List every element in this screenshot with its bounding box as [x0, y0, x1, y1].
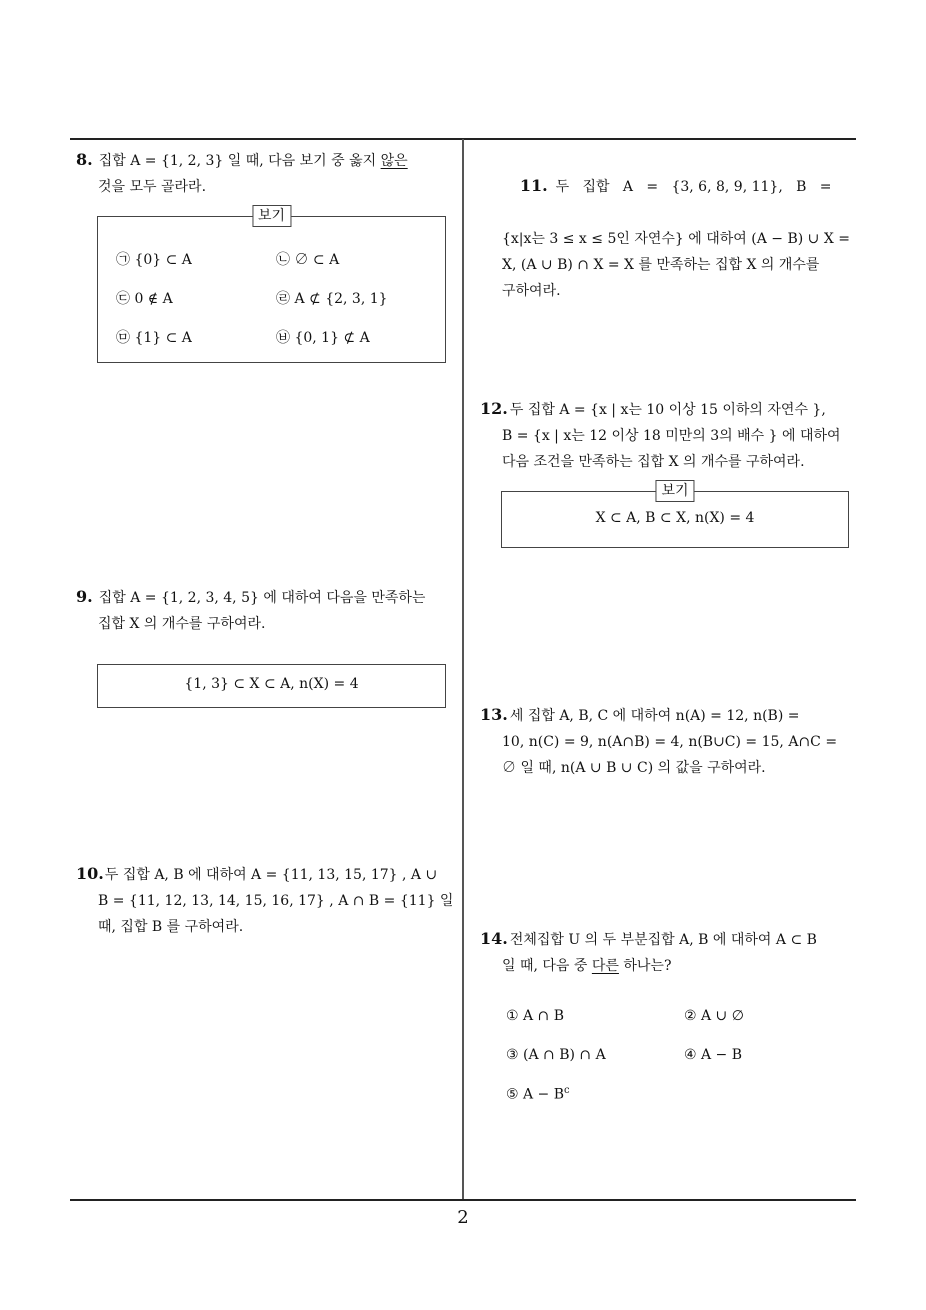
choice-1: ① A ∩ B — [506, 1008, 565, 1024]
choice-3: ③ (A ∩ B) ∩ A — [506, 1047, 606, 1063]
problem-number: 12. — [480, 399, 508, 418]
condition-text: {1, 3} ⊂ X ⊂ A, n(X) = 4 — [184, 676, 359, 692]
condition-text: X ⊂ A, B ⊂ X, n(X) = 4 — [595, 510, 755, 526]
option-4: ㉣ A ⊄ {2, 3, 1} — [276, 291, 388, 307]
problem-8-line1: 8. 집합 A = {1, 2, 3} 일 때, 다음 보기 중 옳지 않은 — [76, 150, 408, 169]
option-2: ㉡ ∅ ⊂ A — [276, 252, 340, 268]
option-5: ㉤ {1} ⊂ A — [116, 330, 192, 346]
problem-9-condition-box — [97, 664, 446, 708]
bottom-rule — [70, 1199, 856, 1201]
problem-10: 10.두 집합 A, B 에 대하여 A = {11, 13, 15, 17} , A ∪ B = {11, 12, 13, 14, 15, 16, 17} , A ∩ B = {11} 일 때, 집합 B 를 구하여라. — [76, 864, 454, 935]
choice-2: ② A ∪ ∅ — [684, 1008, 744, 1024]
problem-number: 8. — [76, 150, 93, 169]
problem-number: 11. — [519, 176, 548, 195]
underlined-word: 않은 — [380, 153, 408, 169]
problem-number: 14. — [480, 929, 508, 948]
problem-8 — [76, 147, 458, 200]
problem-13: 13. 세 집합 A, B, C 에 대하여 n(A) = 12, n(B) = 10, n(C) = 9, n(A∩B) = 4, n(B∪C) = 15, A∩C = ∅ 일 때, n(A ∪ B ∪ C) 의 값을 구하여라. — [480, 705, 838, 776]
problem-number: 13. — [480, 705, 508, 724]
problem-8-options-box — [97, 208, 446, 363]
box-label: 보기 — [252, 205, 291, 227]
choice-5: ⑤ $A - B^c$ — [506, 1085, 570, 1103]
choice-4: ④ A − B — [684, 1047, 743, 1063]
problem-number: 10. — [76, 864, 104, 883]
option-3: ㉢ 0 ∉ A — [116, 291, 173, 307]
problem-12-condition-box — [501, 483, 849, 548]
option-6: ㉥ {0, 1} ⊄ A — [276, 330, 370, 346]
page-number: 2 — [457, 1207, 469, 1228]
option-1: ㉠ {0} ⊂ A — [116, 252, 192, 268]
problem-9: 9. 집합 A = {1, 2, 3, 4, 5} 에 대하여 다음을 만족하는 집합 X 의 개수를 구하여라. — [76, 587, 426, 632]
box-label: 보기 — [655, 480, 694, 502]
column-divider — [462, 139, 464, 1200]
problem-14: 14. 전체집합 U 의 두 부분집합 A, B 에 대하여 A ⊂ B 일 때, 다음 중 다른 하나는? — [480, 929, 817, 974]
problem-11: 11. 두 집합 A = {3, 6, 8, 9, 11}, B = {x|x는 3 ≤ x ≤ 5인 자연수} 에 대하여 (A − B) ∪ X = X, (A ∪ B) ∩ X = X 를 만족하는 집합 X 의 개수를 구하여라. — [502, 176, 850, 299]
problem-number: 9. — [76, 587, 93, 606]
underlined-word: 다른 — [591, 958, 619, 974]
problem-12: 12. 두 집합 A = {x | x는 10 이상 15 이하의 자연수 }, B = {x | x는 12 이상 18 미만의 3의 배수 } 에 대하여 다음 조건을 만족하는 집합 X 의 개수를 구하여라. — [480, 399, 841, 470]
problem-8-line2: 것을 모두 골라라. — [98, 179, 207, 195]
